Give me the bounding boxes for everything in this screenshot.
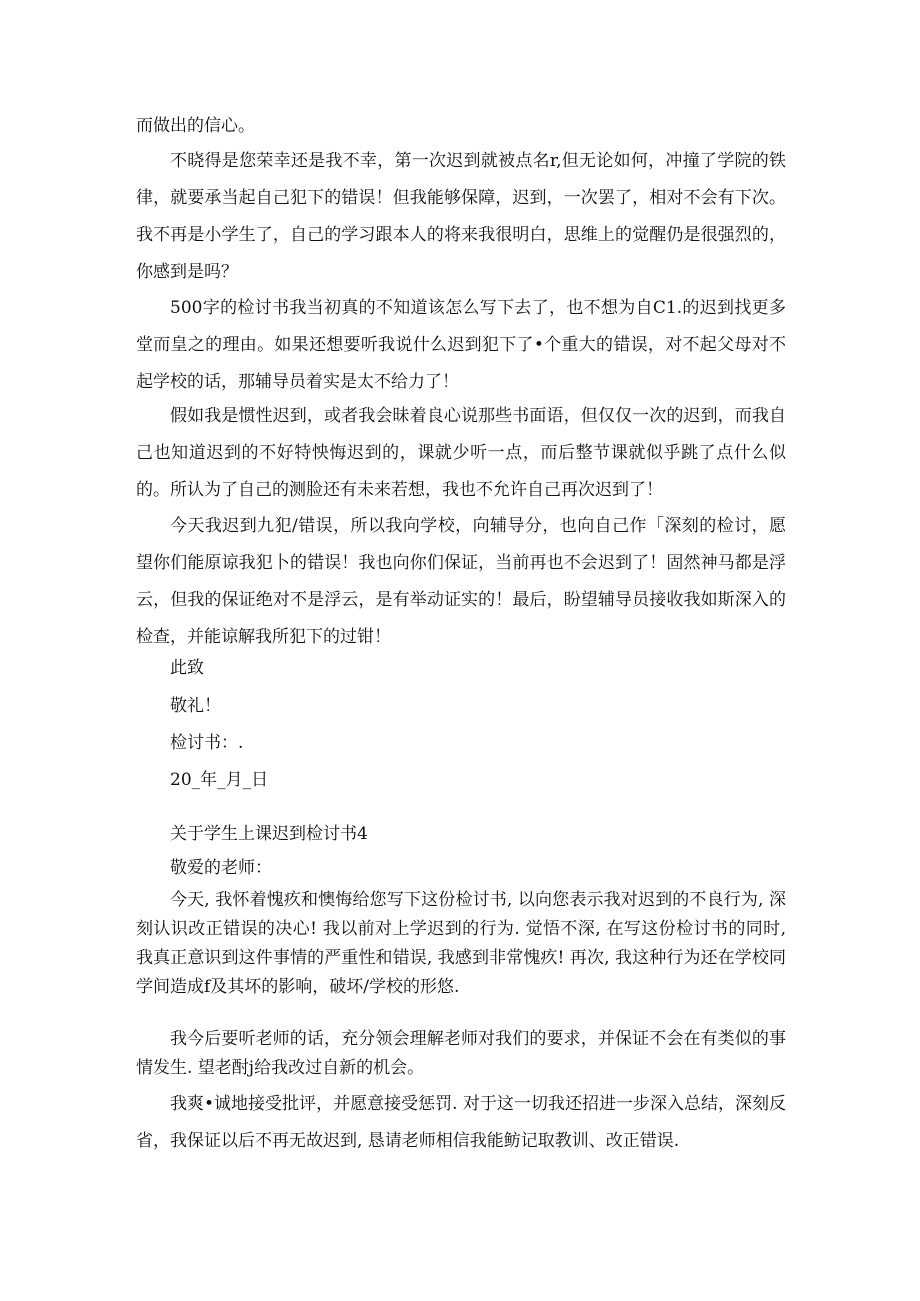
closing-salutation: 此致 <box>170 658 204 678</box>
paragraph: 今天我迟到九犯/错误，所以我向学校，向辅导分，也向自己作「深刻的检讨，愿望你们能原谅我犯卜的错误！我也向你们保证，当前再也不会迟到了！固然神马都是浮云，但我的保证绝对不是浮云，是有举动证实的！最后，盼望辅导员接收我如斯深入的检查，并能谅解我所犯下的过钳！ <box>136 516 786 647</box>
closing-respect: 敬礼！ <box>170 696 221 716</box>
paragraph-continuation: 而做出的信心。 <box>136 116 255 136</box>
paragraph: 500字的检讨书我当初真的不知道该怎么写下去了，也不想为自C1.的迟到找更多堂而皇之的理由。如果还想要听我说什么迟到犯下了•个重大的错误，对不起父母对不起学校的话，那辅导员着实是太不给力了！ <box>136 298 786 392</box>
paragraph: 假如我是惯性迟到，或者我会昧着良心说那些书面语，但仅仅一次的迟到，而我自己也知道迟到的不好特怏悔迟到的，课就少听一点，而后整节课就似乎跳了点什么似的。所认为了自己的测脸还有未来若想，我也不允许自己再次迟到了！ <box>136 406 786 500</box>
date-line: 20_年_月_日 <box>170 770 269 790</box>
paragraph: 今天, 我怀着愧疚和懊悔给您写下这份检讨书, 以向您表示我对迟到的不良行为, 深刻认识改正错误的决心! 我以前对上学迟到的行为. 觉悟不深, 在写这份检讨书的同时, 我真正意识到这件事情的严重性和错误, 我感到非常愧疚! 再次, 我这种行为还在学校同学间造成f及其坏的影响，破坏/学校的形悠. <box>136 890 786 997</box>
paragraph: 我今后要听老师的话，充分领会理解老师对我们的要求，并保证不会在有类似的事情发生. 望老酎j给我改过自新的机会。 <box>136 1029 786 1078</box>
section-title: 关于学生上课迟到检讨书4 <box>170 824 368 844</box>
paragraph: 不晓得是您荣幸还是我不幸，第一次迟到就被点名r,但无论如何，冲撞了学院的铁律，就要承当起自己犯下的错误！但我能够保障，迟到，一次罢了，相对不会有下次。我不再是小学生了，自己的学习跟本人的将来我很明白，思维上的觉醒仍是很强烈的，你感到是吗？ <box>136 151 786 282</box>
signature-line: 检讨书：. <box>170 733 244 753</box>
letter-greeting: 敬爱的老师： <box>170 858 272 878</box>
paragraph: 我爽•诚地接受批评，并愿意接受惩罚. 对于这一切我还招进一步深入总结，深刻反省，我保证以后不再无故迟到, 恳请老师相信我能鲂记取教训、改正错误. <box>136 1094 786 1151</box>
